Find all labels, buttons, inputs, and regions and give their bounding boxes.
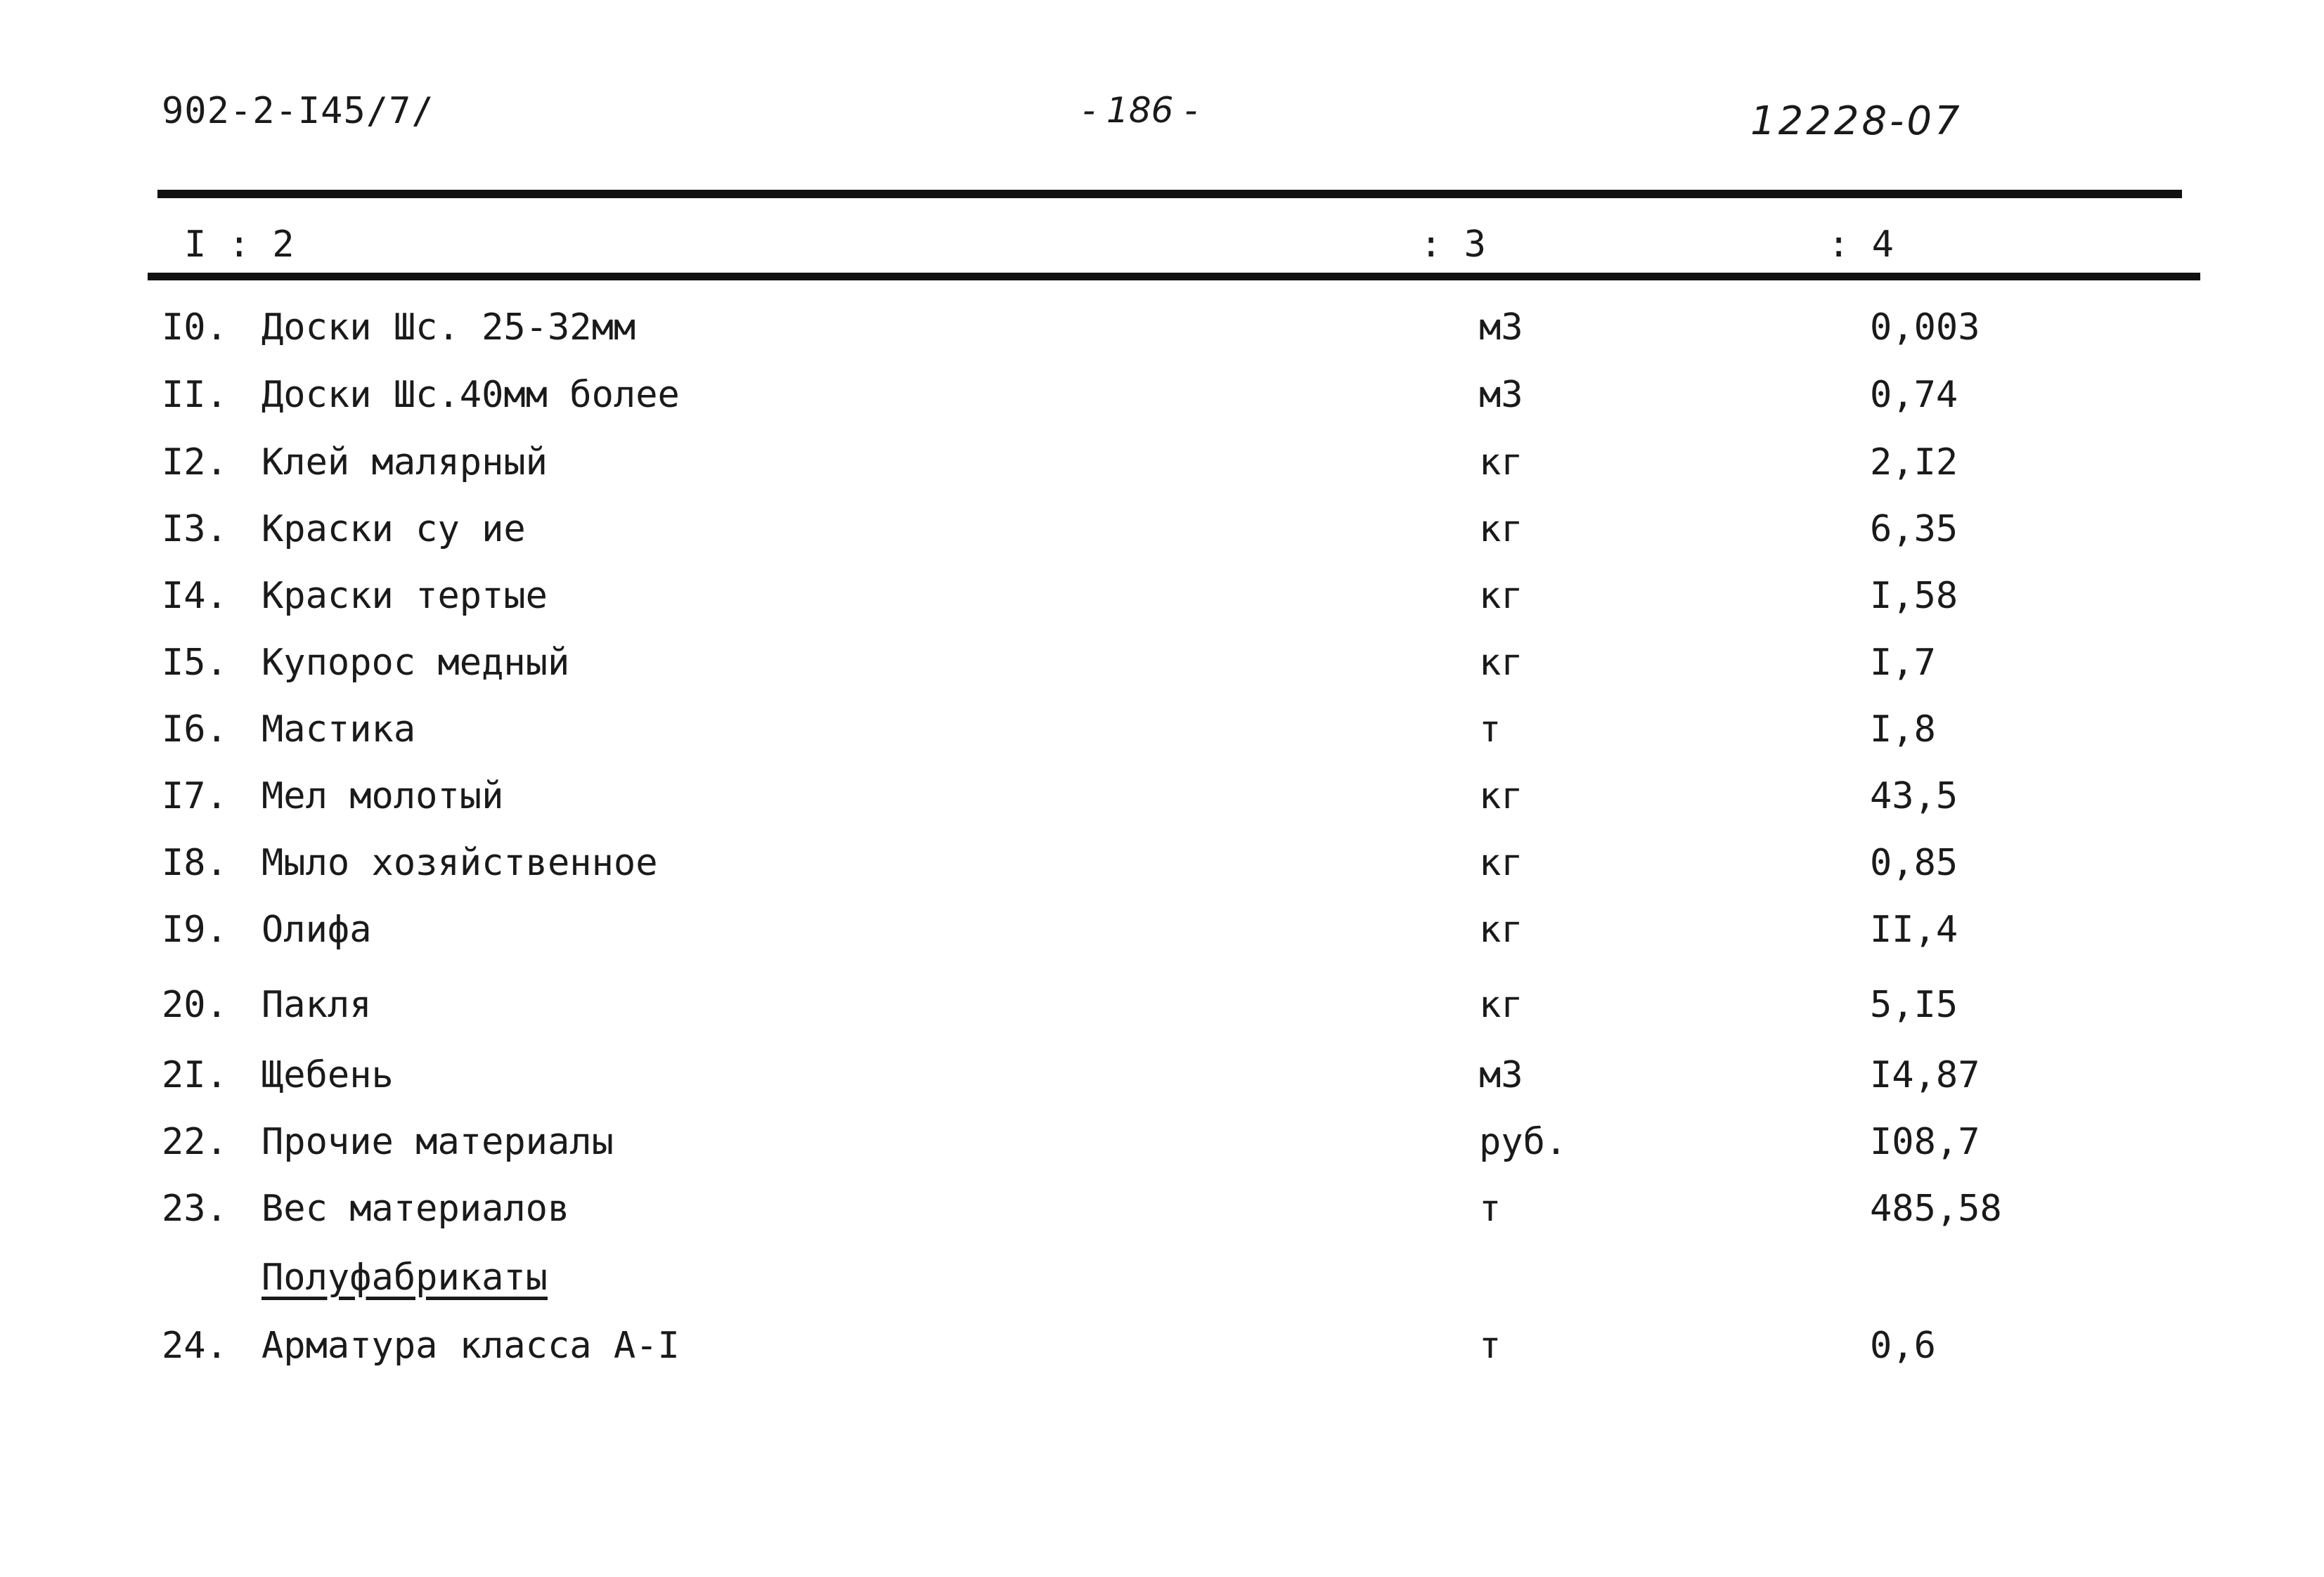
- table-row: [0, 434, 2324, 491]
- unit-of-measure: кг: [1479, 909, 1523, 951]
- row-number: I2.: [162, 441, 228, 484]
- material-name: Щебень: [262, 1054, 394, 1096]
- unit-of-measure: кг: [1479, 984, 1523, 1026]
- quantity: 43,5: [1870, 775, 1958, 817]
- row-number: 23.: [162, 1188, 228, 1230]
- row-number: I3.: [162, 508, 228, 550]
- quantity: I,8: [1870, 708, 1936, 751]
- material-name: Олифа: [262, 909, 372, 951]
- row-number: I9.: [162, 909, 228, 951]
- row-number: I6.: [162, 708, 228, 751]
- material-name: Мыло хозяйственное: [262, 842, 658, 884]
- material-name: Клей малярный: [262, 441, 548, 484]
- unit-of-measure: руб.: [1479, 1121, 1568, 1163]
- unit-of-measure: м3: [1479, 306, 1523, 349]
- table-row: [0, 902, 2324, 958]
- table-row: [0, 977, 2324, 1033]
- row-number: I0.: [162, 306, 228, 349]
- column-header-unit: : 3: [1420, 223, 1486, 266]
- material-name: Купорос медный: [262, 642, 570, 684]
- quantity: II,4: [1870, 909, 1958, 951]
- quantity: 5,I5: [1870, 984, 1958, 1026]
- quantity: 0,85: [1870, 842, 1958, 884]
- column-header-quantity: : 4: [1828, 223, 1894, 266]
- quantity: 6,35: [1870, 508, 1958, 550]
- unit-of-measure: т: [1479, 1188, 1502, 1230]
- quantity: I,7: [1870, 642, 1936, 684]
- row-number: I5.: [162, 642, 228, 684]
- table-row: [0, 1181, 2324, 1237]
- table-row: [0, 1318, 2324, 1374]
- quantity: I,58: [1870, 575, 1958, 617]
- unit-of-measure: м3: [1479, 1054, 1523, 1096]
- material-name: Вес материалов: [262, 1188, 570, 1230]
- table-row: [0, 501, 2324, 557]
- row-number: 2I.: [162, 1054, 228, 1096]
- unit-of-measure: кг: [1479, 575, 1523, 617]
- row-number: I7.: [162, 775, 228, 817]
- material-name: Мел молотый: [262, 775, 504, 817]
- sheet-code: 12228-07: [1750, 98, 1963, 144]
- table-row: [0, 768, 2324, 824]
- table-top-rule: [157, 190, 2182, 198]
- row-number: 20.: [162, 984, 228, 1026]
- column-header-name: I : 2: [184, 223, 295, 266]
- material-name: Прочие материалы: [262, 1121, 614, 1163]
- table-row: [0, 367, 2324, 423]
- quantity: I08,7: [1870, 1121, 1980, 1163]
- material-name: Доски Шс.40мм более: [262, 374, 680, 416]
- quantity: 0,6: [1870, 1325, 1936, 1367]
- material-name: Мастика: [262, 708, 416, 751]
- table-row: [0, 568, 2324, 624]
- table-row: [0, 635, 2324, 691]
- table-header-rule: [148, 273, 2200, 280]
- unit-of-measure: кг: [1479, 775, 1523, 817]
- row-number: 24.: [162, 1325, 228, 1367]
- quantity: 0,003: [1870, 306, 1980, 349]
- document-code: 902-2-I45/7/: [162, 90, 434, 132]
- row-number: II.: [162, 374, 228, 416]
- table-row: [0, 1114, 2324, 1170]
- material-name: Пакля: [262, 984, 372, 1026]
- unit-of-measure: т: [1479, 1325, 1502, 1367]
- quantity: 2,I2: [1870, 441, 1958, 484]
- material-name: Доски Шс. 25-32мм: [262, 306, 636, 349]
- row-number: 22.: [162, 1121, 228, 1163]
- quantity: 485,58: [1870, 1188, 2002, 1230]
- unit-of-measure: м3: [1479, 374, 1523, 416]
- unit-of-measure: т: [1479, 708, 1502, 751]
- row-number: I4.: [162, 575, 228, 617]
- quantity: I4,87: [1870, 1054, 1980, 1096]
- table-row: [0, 1047, 2324, 1103]
- unit-of-measure: кг: [1479, 842, 1523, 884]
- row-number: I8.: [162, 842, 228, 884]
- unit-of-measure: кг: [1479, 642, 1523, 684]
- table-row: [0, 701, 2324, 758]
- section-title: Полуфабрикаты: [262, 1257, 548, 1299]
- table-row: [0, 835, 2324, 891]
- unit-of-measure: кг: [1479, 441, 1523, 484]
- page-number: - 186 -: [1083, 90, 1198, 131]
- material-name: Краски су ие: [262, 508, 526, 550]
- material-name: Арматура класса А-I: [262, 1325, 680, 1367]
- quantity: 0,74: [1870, 374, 1958, 416]
- material-name: Краски тертые: [262, 575, 548, 617]
- unit-of-measure: кг: [1479, 508, 1523, 550]
- table-row: [0, 299, 2324, 356]
